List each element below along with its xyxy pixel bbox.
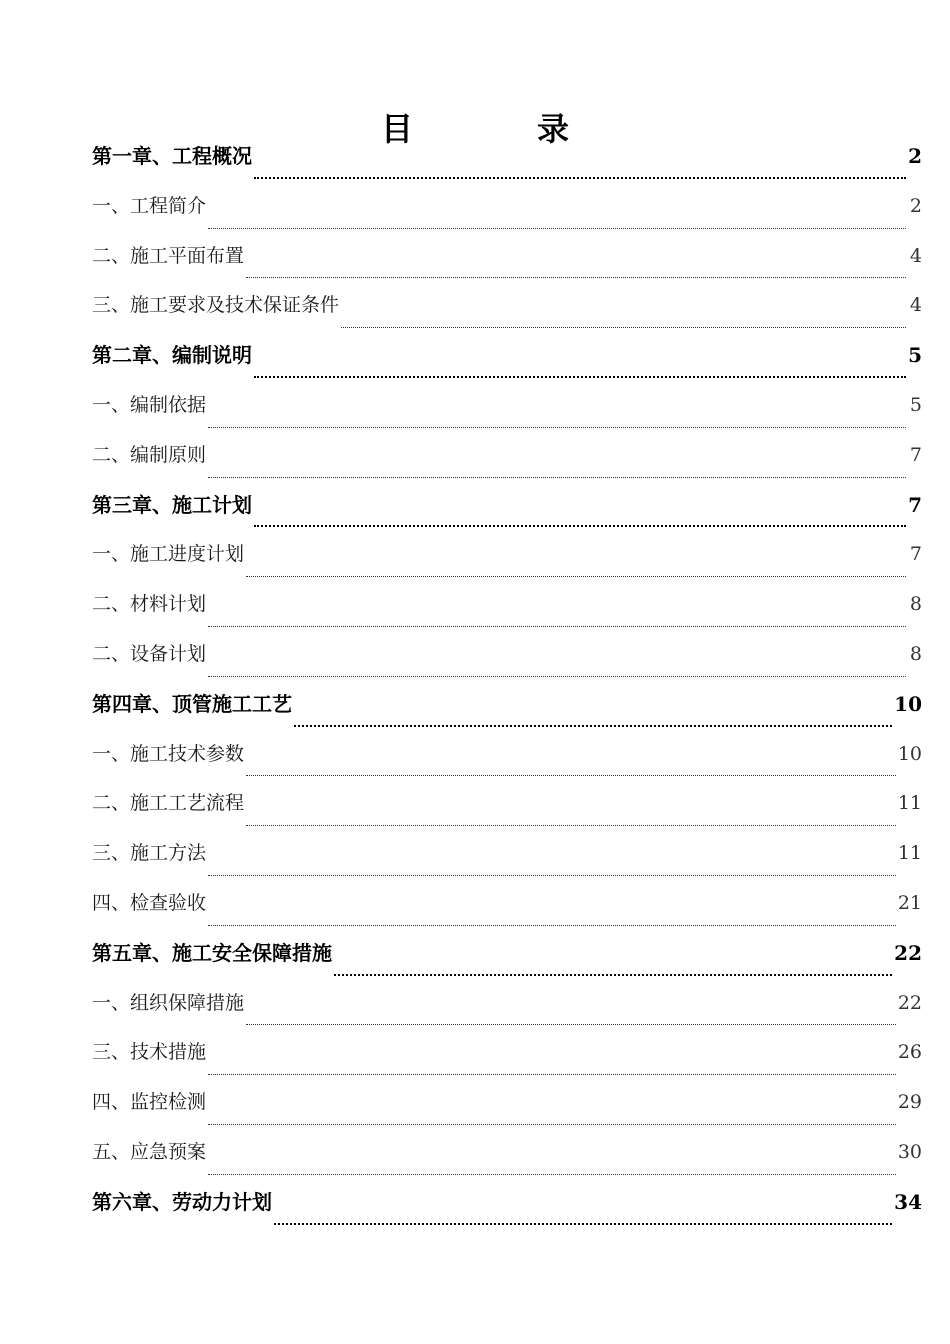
- toc-dot-leader: [246, 786, 896, 836]
- toc-dot-leader: [208, 189, 906, 239]
- toc-section-entry[interactable]: [92, 288, 922, 338]
- toc-dot-leader: [254, 488, 906, 538]
- toc-section-entry[interactable]: [92, 537, 922, 587]
- toc-page-number: 30: [897, 1140, 922, 1163]
- toc-entry-label: 四、检查验收: [92, 891, 207, 914]
- toc-dot-leader: [208, 836, 896, 886]
- toc-entry-label: 第六章、劳动力计划: [92, 1189, 272, 1214]
- toc-page-number: 2: [908, 144, 922, 168]
- toc-entry-label: 第二章、编制说明: [92, 343, 252, 368]
- toc-page-number: 7: [909, 543, 922, 566]
- toc-entry-label: 四、监控检测: [92, 1091, 207, 1114]
- toc-chapter-entry[interactable]: [92, 488, 922, 538]
- toc-dot-leader: [341, 288, 906, 338]
- toc-dot-leader: [208, 388, 906, 438]
- toc-entry-label: 二、施工平面布置: [92, 244, 245, 267]
- toc-page-number: 8: [909, 642, 922, 665]
- toc-page-number: 4: [909, 244, 922, 267]
- toc-dot-leader: [246, 537, 906, 587]
- toc-page-number: 26: [897, 1041, 922, 1064]
- toc-section-entry[interactable]: [92, 189, 922, 239]
- toc-page-number: 29: [897, 1091, 922, 1114]
- toc-entry-label: 第一章、工程概况: [92, 144, 252, 168]
- toc-page-number: 2: [909, 194, 922, 217]
- toc-page-number: 5: [909, 393, 922, 416]
- toc-dot-leader: [246, 737, 896, 787]
- toc-dot-leader: [208, 1035, 896, 1085]
- toc-dot-leader: [254, 338, 906, 388]
- toc-section-entry[interactable]: [92, 1085, 922, 1135]
- toc-dot-leader: [208, 637, 906, 687]
- toc-section-entry[interactable]: [92, 438, 922, 488]
- toc-entry-label: 二、设备计划: [92, 642, 207, 665]
- toc-page-number: 7: [909, 443, 922, 466]
- toc-chapter-entry[interactable]: [92, 936, 922, 986]
- toc-page-number: 10: [894, 691, 922, 716]
- toc-section-entry[interactable]: [92, 637, 922, 687]
- toc-dot-leader: [246, 239, 906, 289]
- toc-section-entry[interactable]: [92, 886, 922, 936]
- toc-section-entry[interactable]: [92, 986, 922, 1036]
- toc-page-number: 10: [897, 742, 922, 765]
- toc-chapter-entry[interactable]: [92, 139, 922, 189]
- toc-entry-label: 第三章、施工计划: [92, 492, 252, 517]
- toc-dot-leader: [294, 687, 892, 737]
- toc-entry-label: 二、材料计划: [92, 593, 207, 616]
- toc-dot-leader: [208, 1085, 896, 1135]
- toc-page-number: 11: [897, 792, 922, 815]
- toc-section-entry[interactable]: [92, 1135, 922, 1185]
- toc-dot-leader: [208, 1135, 896, 1185]
- toc-page-number: 22: [897, 991, 922, 1014]
- toc-page-number: 34: [894, 1189, 922, 1214]
- toc-entry-label: 第五章、施工安全保障措施: [92, 940, 332, 965]
- toc-chapter-entry[interactable]: [92, 687, 922, 737]
- toc-dot-leader: [208, 587, 906, 637]
- toc-entry-label: 一、组织保障措施: [92, 991, 245, 1014]
- toc-entry-label: 一、编制依据: [92, 393, 207, 416]
- page-title: 目 录: [380, 110, 615, 149]
- toc-section-entry[interactable]: [92, 239, 922, 289]
- toc-dot-leader: [334, 936, 892, 986]
- table-of-contents: [92, 139, 922, 1235]
- toc-page-number: 5: [908, 343, 922, 368]
- toc-entry-label: 三、施工方法: [92, 842, 207, 865]
- toc-page-number: 21: [897, 891, 922, 914]
- toc-section-entry[interactable]: [92, 836, 922, 886]
- toc-section-entry[interactable]: [92, 1035, 922, 1085]
- toc-entry-label: 第四章、顶管施工工艺: [92, 691, 292, 716]
- toc-entry-label: 二、编制原则: [92, 443, 207, 466]
- toc-chapter-entry[interactable]: [92, 338, 922, 388]
- toc-dot-leader: [208, 438, 906, 488]
- toc-chapter-entry[interactable]: [92, 1185, 922, 1235]
- toc-section-entry[interactable]: [92, 737, 922, 787]
- toc-section-entry[interactable]: [92, 587, 922, 637]
- toc-page-number: 4: [909, 294, 922, 317]
- toc-entry-label: 一、施工进度计划: [92, 543, 245, 566]
- toc-entry-label: 一、施工技术参数: [92, 742, 245, 765]
- toc-page-number: 11: [897, 842, 922, 865]
- toc-page-number: 22: [894, 940, 922, 965]
- toc-section-entry[interactable]: [92, 388, 922, 438]
- toc-page-number: 8: [909, 593, 922, 616]
- toc-entry-label: 二、施工工艺流程: [92, 792, 245, 815]
- toc-page-number: 7: [908, 492, 922, 517]
- toc-entry-label: 五、应急预案: [92, 1140, 207, 1163]
- toc-entry-label: 一、工程简介: [92, 194, 207, 217]
- toc-dot-leader: [246, 986, 896, 1036]
- toc-entry-label: 三、施工要求及技术保证条件: [92, 294, 340, 317]
- toc-section-entry[interactable]: [92, 786, 922, 836]
- toc-dot-leader: [274, 1185, 892, 1235]
- toc-entry-label: 三、技术措施: [92, 1041, 207, 1064]
- toc-dot-leader: [208, 886, 896, 936]
- toc-dot-leader: [254, 139, 906, 189]
